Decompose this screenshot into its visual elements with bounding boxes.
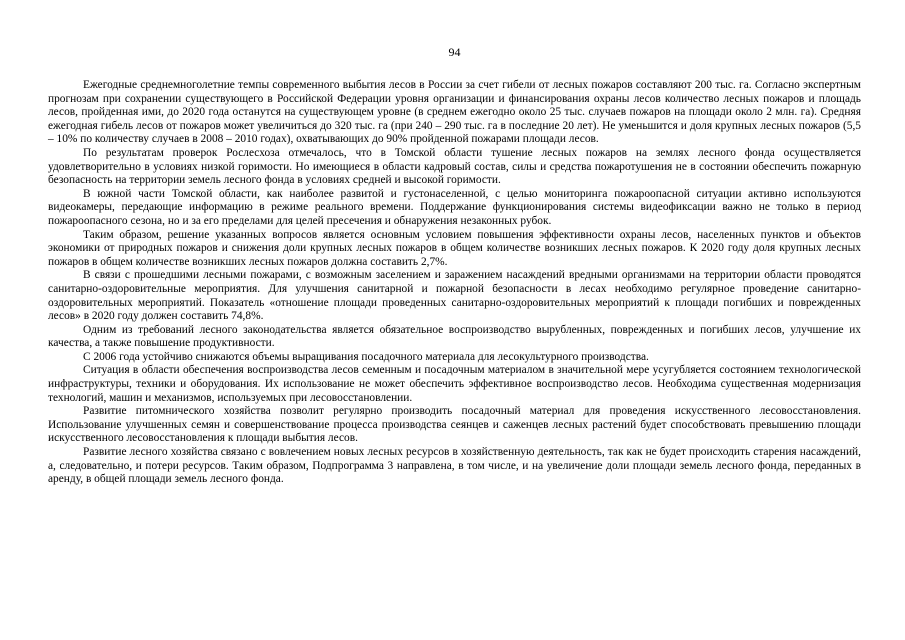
paragraph: Таким образом, решение указанных вопросов является основным условием повышения эффективности охраны лесов, населенных пунктов и объектов экономики от природных пожаров и снижения доли крупных лесных пожаров в общем количестве возникших лесных пожаров. К 2020 году доля крупных лесных пожаров в общем количестве возникших лесных пожаров должна составить 2,7%. xyxy=(48,228,861,268)
paragraph: Ежегодные среднемноголетние темпы современного выбытия лесов в России за счет гибели от лесных пожаров составляют 200 тыс. га. Согласно экспертным прогнозам при сохранении существующего в Российской Федерации уровня организации и финансирования охраны лесов количество лесных пожаров и площадь лесов, пройденная ими, до 2020 года останутся на существующем уровне (в среднем ежегодно около 25 тыс. случаев пожаров на площади около 2 млн. га). Средняя ежегодная гибель лесов от пожаров может увеличиться до 320 тыс. га (при 240 – 290 тыс. га в последние 20 лет). Не уменьшится и доля крупных лесных пожаров (5,5 – 10% по количеству случаев в 2008 – 2010 годах), охватывающих до 90% пройденной пожарами площади лесов. xyxy=(48,79,861,146)
page-number: 94 xyxy=(448,45,461,59)
document-body xyxy=(48,79,861,487)
paragraph: Одним из требований лесного законодательства является обязательное воспроизводство вырубленных, поврежденных и погибших лесов, улучшение их качества, а также повышение продуктивности. xyxy=(48,323,861,350)
paragraph: С 2006 года устойчиво снижаются объемы выращивания посадочного материала для лесокультурного производства. xyxy=(83,350,649,363)
paragraph: Развитие питомнического хозяйства позволит регулярно производить посадочный материал для проведения искусственного лесовосстановления. Использование улучшенных семян и совершенствование процесса производства сеянцев и саженцев лесных растений будет способствовать превышению площади искусственного лесовосстановления к площади выбытия лесов. xyxy=(48,405,861,445)
paragraph: Развитие лесного хозяйства связано с вовлечением новых лесных ресурсов в хозяйственную деятельность, так как не будет происходить старения насаждений, а, следовательно, и потери ресурсов. Таким образом, Подпрограмма 3 направлена, в том числе, и на увеличение доли площади земель лесного фонда, переданных в аренду, в общей площади земель лесного фонда. xyxy=(48,446,861,486)
paragraph: Ситуация в области обеспечения воспроизводства лесов семенным и посадочным материалом в значительной мере усугубляется состоянием технологической инфраструктуры, техники и оборудования. Их использование не может обеспечить эффективное воспроизводство лесов. Необходима существенная модернизация технологий, машин и механизмов, используемых при лесовосстановлении. xyxy=(48,364,861,404)
paragraph: По результатам проверок Рослесхоза отмечалось, что в Томской области тушение лесных пожаров на землях лесного фонда осуществляется удовлетворительно в условиях низкой горимости. Но имеющиеся в области кадровый состав, силы и средства пожаротушения не в состоянии обеспечить пожарную безопасность на территории земель лесного фонда в условиях средней и высокой горимости. xyxy=(48,146,861,187)
document-page xyxy=(48,0,861,487)
paragraph: В южной части Томской области, как наиболее развитой и густонаселенной, с целью мониторинга пожароопасной ситуации активно используются видеокамеры, передающие информацию в режиме реального времени. Поддержание функционирования системы видеофиксации важно не только в период пожароопасного сезона, но и за его пределами для целей пресечения и обнаружения незаконных рубок. xyxy=(48,187,861,227)
paragraph: В связи с прошедшими лесными пожарами, с возможным заселением и заражением насаждений вредными организмами на территории области проводятся санитарно-оздоровительные мероприятия. Для улучшения санитарной и пожарной безопасности в лесах необходимо регулярное проведение санитарно-оздоровительных мероприятий. Показатель «отношение площади проведенных санитарно-оздоровительных мероприятий к площади погибших и поврежденных лесов» в 2020 году должен составить 74,8%. xyxy=(48,269,861,323)
